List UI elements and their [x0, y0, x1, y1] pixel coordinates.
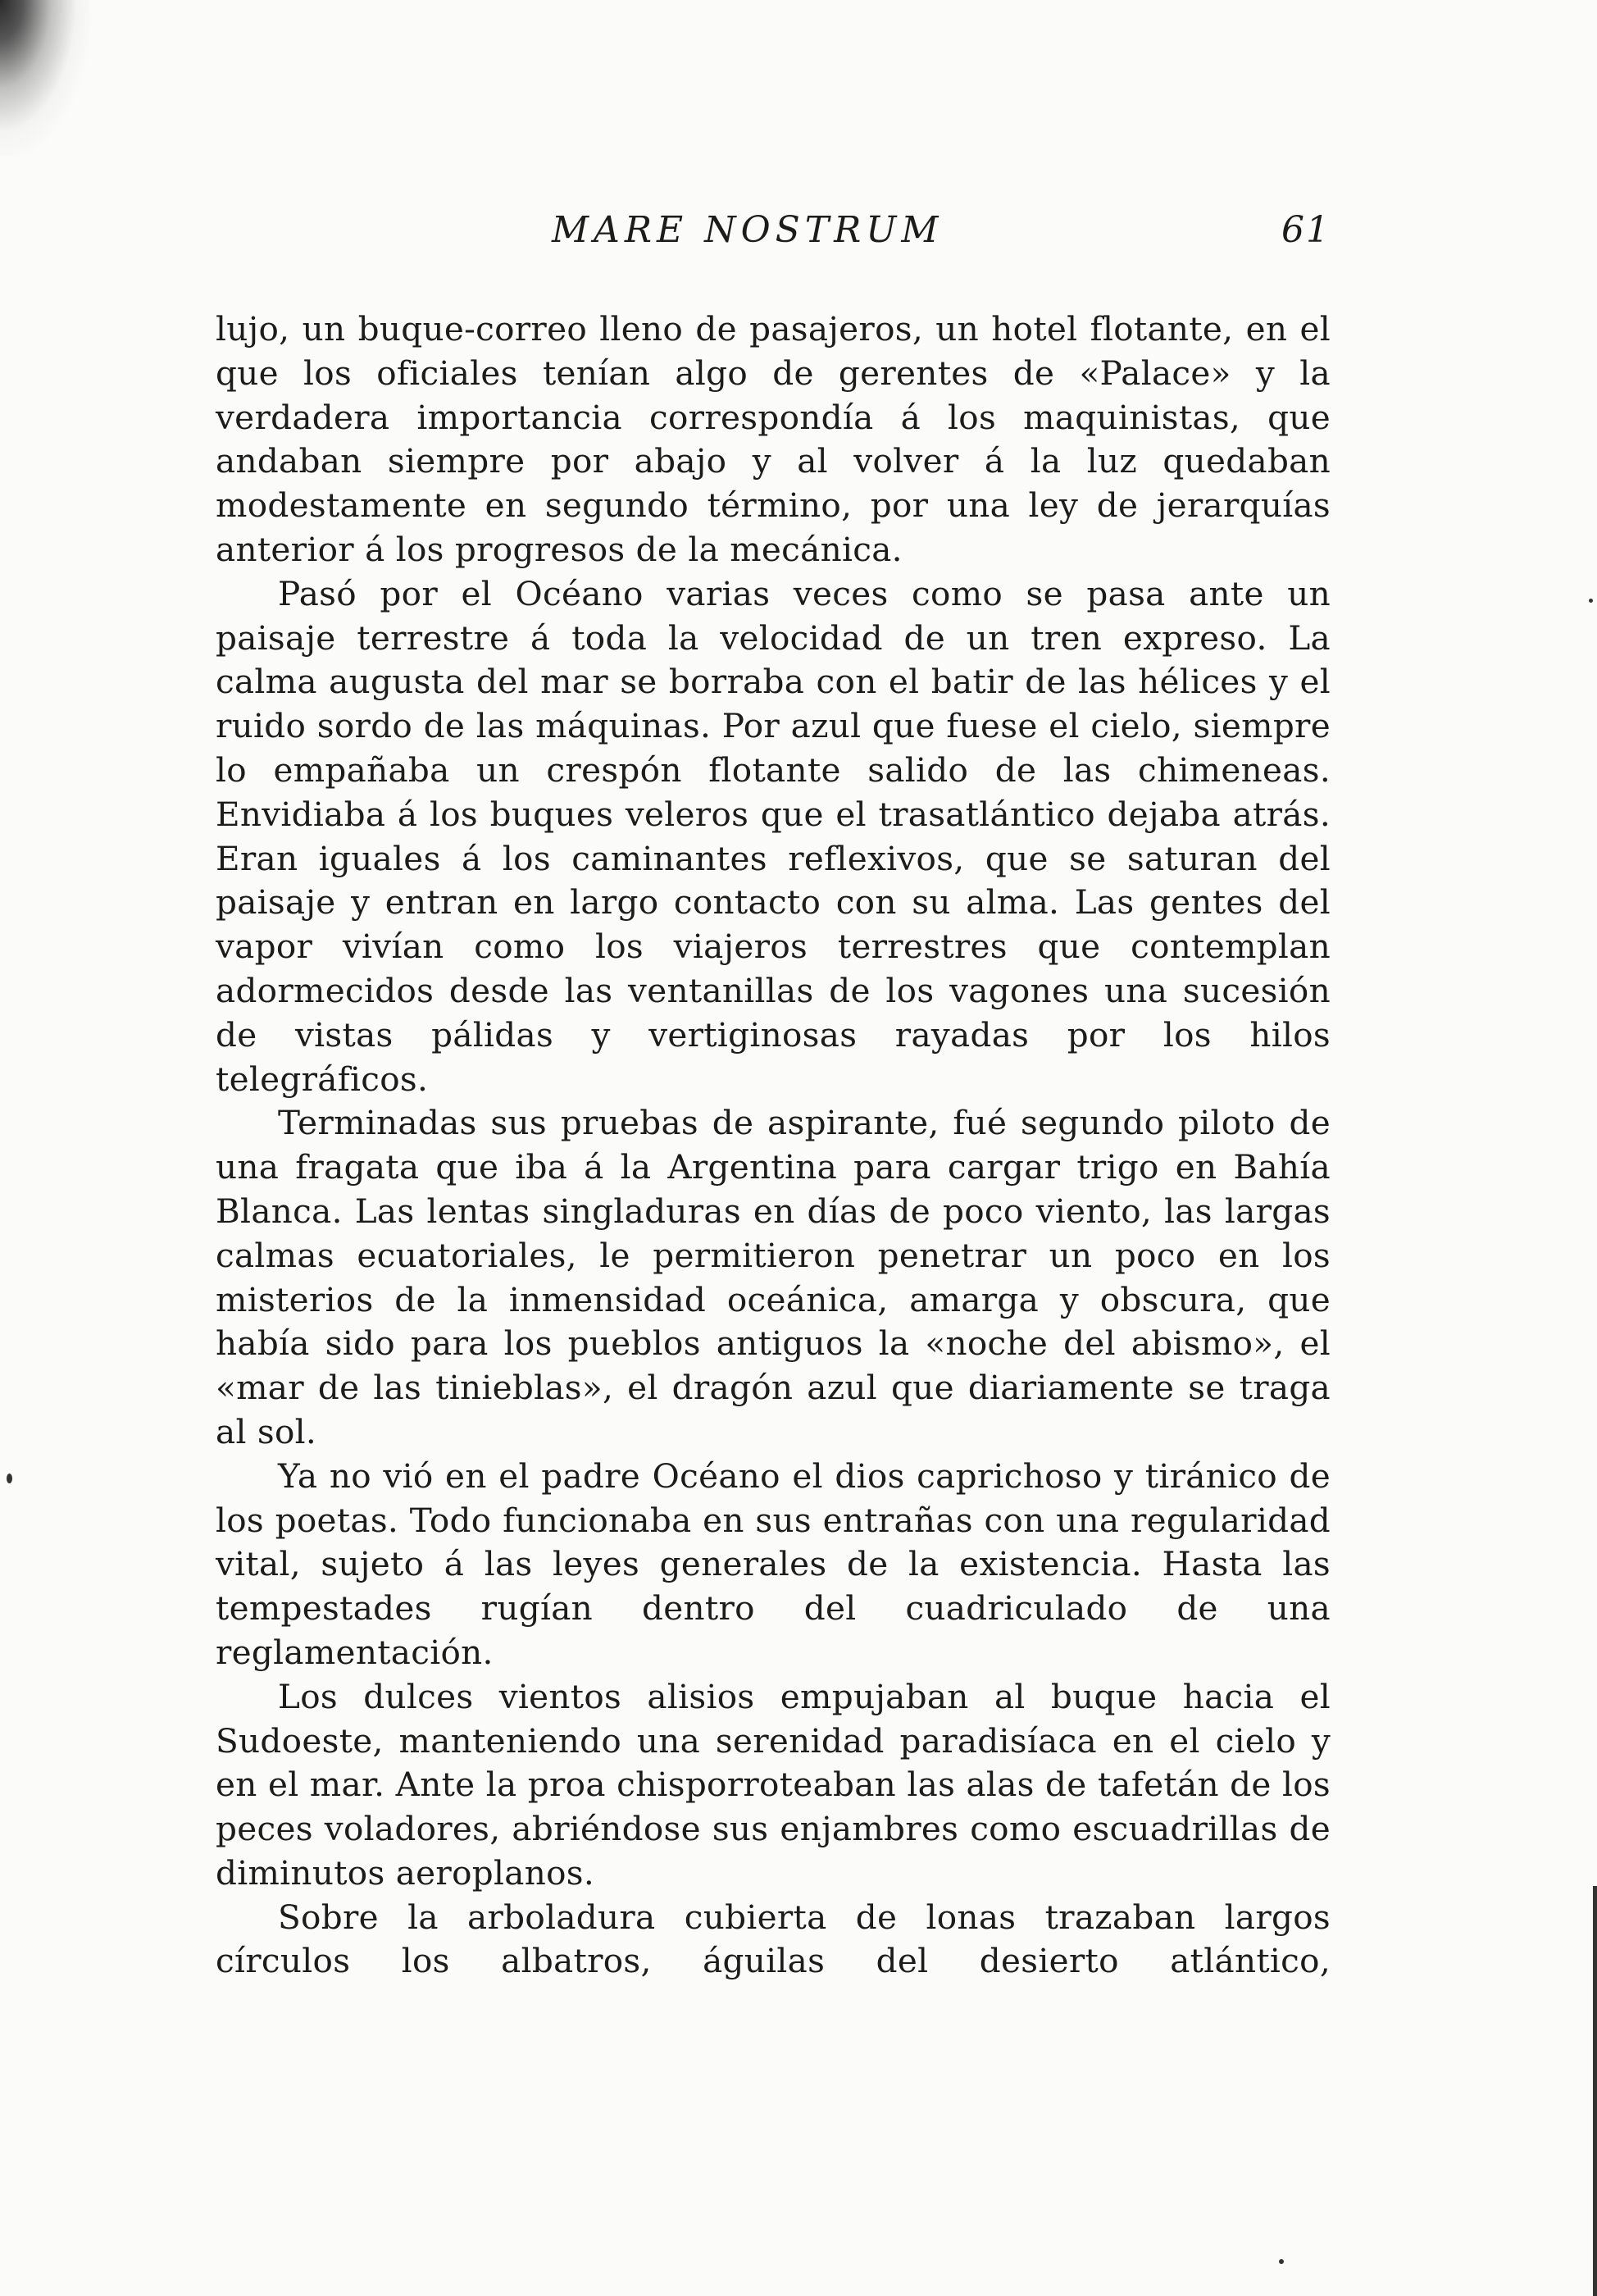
paragraph-5: Los dulces vientos alisios empujaban al buque hacia el Sudoeste, manteniendo una serenidad paradisíaca en el cielo y en el mar. Ante la proa chisporroteaban las alas de tafetán de los peces voladores, abriéndose sus enjambres como escuadrillas de diminutos aeroplanos. — [216, 1676, 1331, 1893]
scan-edge-right — [1593, 1886, 1597, 2296]
scan-shadow-corner — [0, 0, 90, 156]
book-page — [216, 209, 1331, 1984]
scan-speck — [1589, 599, 1593, 603]
page-number: 61 — [1281, 209, 1331, 251]
running-title: MARE NOSTRUM — [552, 209, 944, 251]
paragraph-6: Sobre la arboladura cubierta de lonas trazaban largos círculos los albatros, águilas del desierto atlántico, — [216, 1897, 1331, 1981]
body-text — [216, 308, 1331, 1984]
scan-speck — [7, 1474, 12, 1483]
running-head — [216, 209, 1331, 266]
paragraph-4: Ya no vió en el padre Océano el dios caprichoso y tiránico de los poetas. Todo funcionaba en sus entrañas con una regularidad vital, sujeto á las leyes generales de la existencia. Hasta las tempestades rugían dentro del cuadriculado de una reglamentación. — [216, 1456, 1331, 1672]
paragraph-2: Pasó por el Océano varias veces como se pasa ante un paisaje terrestre á toda la velocidad de un tren expreso. La calma augusta del mar se borraba con el batir de las hélices y el ruido sordo de las máquinas. Por azul que fuese el cielo, siempre lo empañaba un crespón flotante salido de las chimeneas. Envidiaba á los buques veleros que el trasatlántico dejaba atrás. Eran iguales á los caminantes reflexivos, que se saturan del paisaje y entran en largo contacto con su alma. Las gentes del vapor vivían como los viajeros terrestres que contemplan adormecidos desde las ventanillas de los vagones una sucesión de vistas pálidas y vertiginosas rayadas por los hilos telegráficos. — [216, 573, 1331, 1099]
paragraph-1: lujo, un buque-correo lleno de pasajeros, un hotel flotante, en el que los oficiales tenían algo de gerentes de «Palace» y la verdadera importancia correspondía á los maquinistas, que andaban siempre por abajo y al volver á la luz quedaban modestamente en segundo término, por una ley de jerarquías anterior á los progresos de la mecánica. — [216, 309, 1331, 569]
paragraph-3: Terminadas sus pruebas de aspirante, fué segundo piloto de una fragata que iba á la Argentina para cargar trigo en Bahía Blanca. Las lentas singladuras en días de poco viento, las largas calmas ecuatoriales, le permitieron penetrar un poco en los misterios de la inmensidad oceánica, amarga y obscura, que había sido para los pueblos antiguos la «noche del abismo», el «mar de las tinieblas», el dragón azul que diariamente se traga al sol. — [216, 1103, 1331, 1451]
scan-speck — [1279, 2259, 1284, 2264]
